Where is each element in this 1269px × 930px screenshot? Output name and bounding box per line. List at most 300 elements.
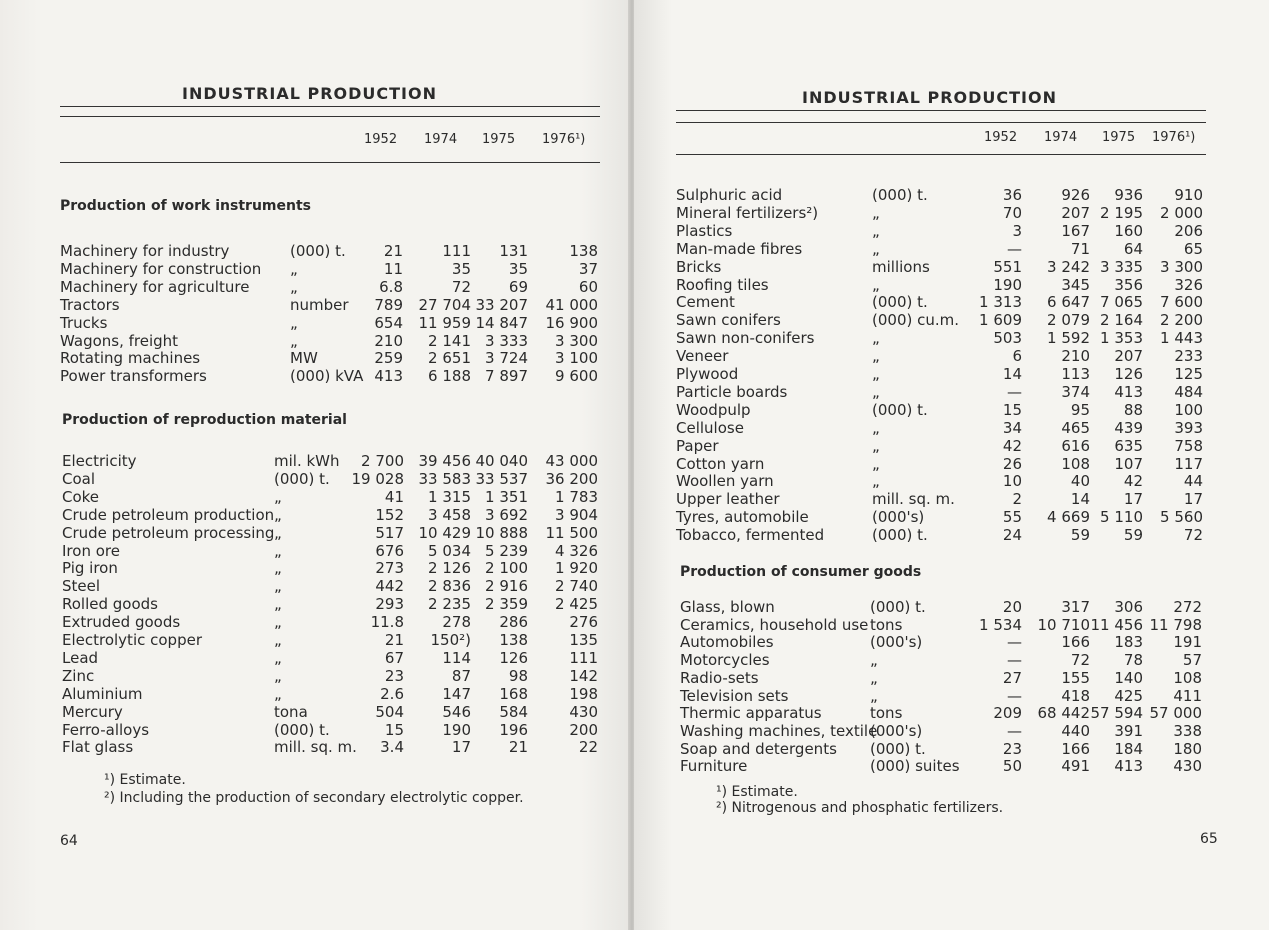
table-row	[60, 278, 600, 296]
row-unit: (000) t.	[870, 598, 926, 616]
value-cell: 35	[451, 259, 471, 278]
row-unit: (000) t.	[290, 242, 346, 260]
value-cell: 107	[1114, 454, 1143, 473]
value-cell: 44	[1183, 472, 1203, 491]
value-cell: 140	[1114, 668, 1143, 687]
row-label: Bricks	[676, 257, 722, 276]
value-cell: 2 079	[1047, 311, 1090, 330]
row-label: Automobiles	[680, 633, 774, 652]
table-row	[60, 332, 600, 350]
row-unit: „	[872, 365, 880, 383]
value-cell: 391	[1114, 721, 1143, 740]
table-row	[62, 524, 602, 542]
value-cell: 117	[1174, 454, 1203, 473]
table-row	[62, 542, 602, 560]
value-cell: 926	[1061, 186, 1090, 204]
value-cell: 2 836	[428, 577, 471, 596]
value-cell: 37	[578, 259, 598, 278]
row-unit: „	[872, 329, 880, 348]
value-cell: 11 959	[418, 313, 471, 332]
row-unit: „	[870, 651, 878, 670]
value-cell: 155	[1061, 668, 1090, 687]
value-cell: 654	[374, 313, 403, 332]
row-unit: „	[274, 577, 282, 596]
table-row	[676, 293, 1211, 311]
table-row	[60, 242, 600, 260]
row-label: Flat glass	[62, 738, 134, 757]
row-label: Thermic apparatus	[680, 704, 822, 723]
row-label: Sawn conifers	[676, 311, 781, 330]
row-label: Particle boards	[676, 382, 788, 401]
value-cell: —	[1007, 686, 1022, 705]
table-row	[680, 722, 1210, 740]
row-unit: (000) t.	[872, 400, 928, 419]
value-cell: 27	[1002, 668, 1022, 687]
row-label: Aluminium	[62, 684, 143, 703]
row-label: Crude petroleum production	[62, 505, 275, 524]
value-cell: 41 000	[545, 295, 598, 314]
value-cell: 10 429	[418, 523, 471, 542]
value-cell: 356	[1114, 275, 1143, 294]
value-cell: 21	[508, 738, 528, 757]
value-cell: 17	[1123, 490, 1143, 509]
value-cell: 1 351	[485, 487, 528, 506]
value-cell: 190	[442, 720, 471, 739]
right-page	[634, 0, 1269, 930]
value-cell: 160	[1114, 221, 1143, 240]
row-unit: (000's)	[870, 721, 923, 740]
value-cell: 27 704	[418, 295, 471, 314]
value-cell: 6 647	[1047, 293, 1090, 312]
value-cell: 1 534	[979, 615, 1022, 634]
row-label: Trucks	[60, 313, 108, 332]
table-row	[62, 595, 602, 613]
row-label: Sawn non-conifers	[676, 329, 815, 348]
value-cell: 114	[442, 648, 471, 667]
row-unit: „	[872, 239, 880, 258]
value-cell: 210	[374, 331, 403, 350]
row-label: Pig iron	[62, 559, 118, 578]
table-row	[676, 401, 1211, 419]
value-cell: 2 235	[428, 595, 471, 614]
value-cell: 126	[499, 648, 528, 667]
row-unit: „	[872, 436, 880, 455]
value-cell: 126	[1114, 365, 1143, 383]
row-unit: „	[870, 686, 878, 705]
value-cell: 10 888	[475, 523, 528, 542]
header-bottom-rule	[676, 154, 1206, 155]
value-cell: 1 353	[1100, 329, 1143, 348]
value-cell: 3 242	[1047, 257, 1090, 276]
value-cell: 50	[1002, 757, 1022, 776]
year-1975: 1975	[482, 132, 516, 147]
row-unit: „	[274, 505, 282, 524]
value-cell: 442	[375, 577, 404, 596]
value-cell: 40	[1070, 472, 1090, 491]
value-cell: 3 333	[485, 331, 528, 350]
row-unit: „	[290, 331, 298, 350]
row-unit: „	[274, 595, 282, 614]
row-label: Tyres, automobile	[676, 508, 809, 527]
page-number: 65	[1200, 831, 1218, 847]
value-cell: 95	[1070, 400, 1090, 419]
value-cell: 15	[384, 720, 404, 739]
row-label: Cotton yarn	[676, 454, 765, 473]
table-row	[676, 437, 1211, 455]
value-cell: 57 594	[1090, 704, 1143, 723]
value-cell: 6	[1012, 347, 1022, 366]
value-cell: 413	[374, 367, 403, 386]
value-cell: 43 000	[545, 452, 598, 470]
row-label: Radio-sets	[680, 668, 759, 687]
table-row	[62, 577, 602, 595]
table-row	[676, 204, 1211, 222]
value-cell: 65	[1183, 239, 1203, 258]
title-rule	[676, 110, 1206, 111]
value-cell: 2 651	[428, 349, 471, 368]
value-cell: 6.8	[379, 277, 403, 296]
value-cell: 142	[569, 666, 598, 685]
row-label: Mineral fertilizers²)	[676, 203, 819, 222]
value-cell: 293	[375, 595, 404, 614]
value-cell: 167	[1061, 221, 1090, 240]
footnote-2: ²) Nitrogenous and phosphatic fertilizers.	[716, 800, 1004, 816]
row-unit: „	[274, 487, 282, 506]
row-label: Wagons, freight	[60, 331, 179, 350]
year-header	[634, 130, 1269, 146]
header-top-rule	[676, 122, 1206, 123]
row-label: Rolled goods	[62, 595, 158, 614]
table-row	[676, 186, 1211, 204]
value-cell: 286	[499, 613, 528, 632]
value-cell: 374	[1061, 382, 1090, 401]
value-cell: 7 065	[1100, 293, 1143, 312]
table-row	[62, 470, 602, 488]
row-label: Electricity	[62, 452, 137, 470]
row-unit: „	[872, 454, 880, 473]
value-cell: 24	[1002, 526, 1022, 545]
value-cell: 2 359	[485, 595, 528, 614]
value-cell: 3 300	[1160, 257, 1203, 276]
value-cell: 111	[569, 648, 598, 667]
value-cell: 503	[993, 329, 1022, 348]
row-label: Plastics	[676, 221, 733, 240]
value-cell: 138	[499, 631, 528, 649]
row-label: Roofing tiles	[676, 275, 769, 294]
row-label: Glass, blown	[680, 598, 775, 616]
value-cell: 338	[1173, 721, 1202, 740]
table-row	[676, 222, 1211, 240]
value-cell: 207	[1061, 203, 1090, 222]
value-cell: 98	[508, 666, 528, 685]
value-cell: 758	[1174, 436, 1203, 455]
table-row	[680, 598, 1210, 616]
value-cell: 7 897	[485, 367, 528, 386]
value-cell: 2 700	[361, 452, 404, 470]
value-cell: 42	[1123, 472, 1143, 491]
value-cell: 393	[1174, 418, 1203, 437]
row-unit: „	[872, 275, 880, 294]
value-cell: 3 300	[555, 331, 598, 350]
value-cell: 413	[1114, 757, 1143, 776]
section-work-instruments: Production of work instruments	[60, 198, 311, 214]
value-cell: 36 200	[545, 469, 598, 488]
value-cell: 69	[508, 277, 528, 296]
row-unit: „	[274, 631, 282, 649]
value-cell: 11 456	[1090, 615, 1143, 634]
row-label: Electrolytic copper	[62, 631, 202, 649]
row-unit: „	[872, 203, 880, 222]
value-cell: 551	[993, 257, 1022, 276]
table-row	[60, 314, 600, 332]
value-cell: 88	[1123, 400, 1143, 419]
table-row	[60, 349, 600, 367]
row-label: Steel	[62, 577, 101, 596]
row-unit: „	[872, 347, 880, 366]
value-cell: 68 442	[1037, 704, 1090, 723]
value-cell: 584	[499, 702, 528, 721]
row-label: Man-made fibres	[676, 239, 803, 258]
row-label: Soap and detergents	[680, 739, 837, 758]
row-label: Zinc	[62, 666, 95, 685]
row-unit: (000) kVA	[290, 367, 364, 386]
value-cell: 936	[1114, 186, 1143, 204]
table-row	[676, 329, 1211, 347]
value-cell: 87	[451, 666, 471, 685]
row-label: Mercury	[62, 702, 123, 721]
row-unit: tona	[274, 702, 308, 721]
value-cell: 3 692	[485, 505, 528, 524]
year-1976: 1976¹)	[542, 132, 586, 147]
table-row	[62, 631, 602, 649]
value-cell: 57 000	[1149, 704, 1202, 723]
value-cell: 59	[1070, 526, 1090, 545]
row-label: Coal	[62, 469, 96, 488]
value-cell: 3	[1012, 221, 1022, 240]
value-cell: 33 537	[475, 469, 528, 488]
value-cell: 207	[1114, 347, 1143, 366]
year-1974: 1974	[1044, 130, 1078, 145]
value-cell: 306	[1114, 598, 1143, 616]
row-unit: MW	[290, 349, 318, 368]
section-reproduction-material: Production of reproduction material	[62, 412, 347, 428]
value-cell: 23	[384, 666, 404, 685]
value-cell: 2 126	[428, 559, 471, 578]
value-cell: 3 100	[555, 349, 598, 368]
row-label: Woodpulp	[676, 400, 751, 419]
table-row	[676, 276, 1211, 294]
value-cell: 484	[1174, 382, 1203, 401]
row-label: Lead	[62, 648, 99, 667]
table-row	[680, 704, 1210, 722]
value-cell: 198	[569, 684, 598, 703]
value-cell: 430	[1173, 757, 1202, 776]
value-cell: 23	[1002, 739, 1022, 758]
value-cell: 184	[1114, 739, 1143, 758]
value-cell: —	[1007, 651, 1022, 670]
left-page	[0, 0, 632, 930]
value-cell: 1 443	[1160, 329, 1203, 348]
row-unit: „	[872, 221, 880, 240]
row-unit: mill. sq. m.	[872, 490, 955, 509]
row-unit: (000) t.	[870, 739, 926, 758]
row-label: Crude petroleum processing	[62, 523, 275, 542]
year-1952: 1952	[984, 130, 1018, 145]
row-unit: mil. kWh	[274, 452, 340, 470]
value-cell: 491	[1061, 757, 1090, 776]
header-bottom-rule	[60, 162, 600, 163]
value-cell: 317	[1061, 598, 1090, 616]
value-cell: 34	[1002, 418, 1022, 437]
footnote-1: ¹) Estimate.	[104, 772, 186, 788]
table-row	[60, 260, 600, 278]
table-row	[676, 472, 1211, 490]
table-row	[676, 311, 1211, 329]
value-cell: 4 669	[1047, 508, 1090, 527]
value-cell: 210	[1061, 347, 1090, 366]
value-cell: 2 100	[485, 559, 528, 578]
value-cell: 111	[442, 242, 471, 260]
value-cell: 57	[1182, 651, 1202, 670]
value-cell: 635	[1114, 436, 1143, 455]
value-cell: 33 207	[475, 295, 528, 314]
row-label: Tractors	[60, 295, 120, 314]
row-label: Machinery for construction	[60, 259, 262, 278]
value-cell: 64	[1123, 239, 1143, 258]
year-1976: 1976¹)	[1152, 130, 1196, 145]
row-label: Ceramics, household use	[680, 615, 869, 634]
row-label: Woollen yarn	[676, 472, 774, 491]
row-unit: „	[274, 523, 282, 542]
value-cell: 22	[578, 738, 598, 757]
row-label: Television sets	[680, 686, 789, 705]
table-row	[60, 296, 600, 314]
value-cell: 108	[1173, 668, 1202, 687]
row-unit: „	[274, 559, 282, 578]
value-cell: 72	[451, 277, 471, 296]
value-cell: 1 313	[979, 293, 1022, 312]
value-cell: 2 740	[555, 577, 598, 596]
table-row	[676, 419, 1211, 437]
value-cell: 430	[569, 702, 598, 721]
table-row	[62, 738, 602, 756]
year-header	[0, 132, 632, 148]
row-label: Plywood	[676, 365, 739, 383]
value-cell: 1 592	[1047, 329, 1090, 348]
row-unit: tons	[870, 615, 903, 634]
value-cell: 4 326	[555, 541, 598, 560]
year-1952: 1952	[364, 132, 398, 147]
row-label: Cellulose	[676, 418, 744, 437]
row-unit: „	[274, 648, 282, 667]
value-cell: 209	[993, 704, 1022, 723]
value-cell: 676	[375, 541, 404, 560]
value-cell: 19 028	[351, 469, 404, 488]
table-row	[60, 367, 600, 385]
row-unit: (000) cu.m.	[872, 311, 960, 330]
value-cell: 17	[1183, 490, 1203, 509]
value-cell: 60	[578, 277, 598, 296]
value-cell: 42	[1002, 436, 1022, 455]
value-cell: 168	[499, 684, 528, 703]
value-cell: 196	[499, 720, 528, 739]
table-row	[676, 526, 1211, 544]
value-cell: 70	[1002, 203, 1022, 222]
row-unit: (000's)	[872, 508, 925, 527]
value-cell: 273	[375, 559, 404, 578]
value-cell: 276	[569, 613, 598, 632]
value-cell: 7 600	[1160, 293, 1203, 312]
row-label: Extruded goods	[62, 613, 181, 632]
table-row	[680, 740, 1210, 758]
row-unit: (000) suites	[870, 757, 960, 776]
value-cell: 16 900	[545, 313, 598, 332]
value-cell: 135	[569, 631, 598, 649]
value-cell: 39 456	[418, 452, 471, 470]
row-label: Upper leather	[676, 490, 780, 509]
value-cell: 517	[375, 523, 404, 542]
value-cell: 33 583	[418, 469, 471, 488]
row-unit: „	[870, 668, 878, 687]
left-page-title: INDUSTRIAL PRODUCTION	[182, 84, 437, 103]
row-unit: „	[290, 277, 298, 296]
row-unit: millions	[872, 257, 930, 276]
value-cell: —	[1007, 239, 1022, 258]
value-cell: 789	[374, 295, 403, 314]
value-cell: —	[1007, 382, 1022, 401]
value-cell: 345	[1061, 275, 1090, 294]
value-cell: 2 195	[1100, 203, 1143, 222]
year-1975: 1975	[1102, 130, 1136, 145]
table-row	[680, 633, 1210, 651]
row-label: Furniture	[680, 757, 748, 776]
table-row	[676, 455, 1211, 473]
table-row	[680, 651, 1210, 669]
value-cell: 183	[1114, 633, 1143, 652]
row-label: Iron ore	[62, 541, 120, 560]
row-unit: mill. sq. m.	[274, 738, 357, 757]
value-cell: 425	[1114, 686, 1143, 705]
value-cell: 10 710	[1037, 615, 1090, 634]
value-cell: 2 200	[1160, 311, 1203, 330]
row-label: Machinery for industry	[60, 242, 230, 260]
value-cell: 166	[1061, 633, 1090, 652]
value-cell: 100	[1174, 400, 1203, 419]
row-unit: (000) t.	[872, 526, 928, 545]
row-unit: tons	[870, 704, 903, 723]
value-cell: 278	[442, 613, 471, 632]
value-cell: 5 560	[1160, 508, 1203, 527]
row-label: Coke	[62, 487, 100, 506]
value-cell: 11	[383, 259, 403, 278]
value-cell: 21	[384, 631, 404, 649]
table-row	[62, 667, 602, 685]
header-top-rule	[60, 116, 600, 117]
value-cell: 21	[383, 242, 403, 260]
value-cell: 413	[1114, 382, 1143, 401]
value-cell: 2 425	[555, 595, 598, 614]
row-unit: (000) t.	[274, 469, 330, 488]
value-cell: 67	[384, 648, 404, 667]
row-label: Rotating machines	[60, 349, 201, 368]
right-page-title: INDUSTRIAL PRODUCTION	[802, 88, 1057, 107]
row-label: Motorcycles	[680, 651, 770, 670]
footnote-1: ¹) Estimate.	[716, 784, 798, 800]
row-label: Veneer	[676, 347, 729, 366]
row-label: Power transformers	[60, 367, 207, 386]
value-cell: 1 783	[555, 487, 598, 506]
table-row	[62, 685, 602, 703]
